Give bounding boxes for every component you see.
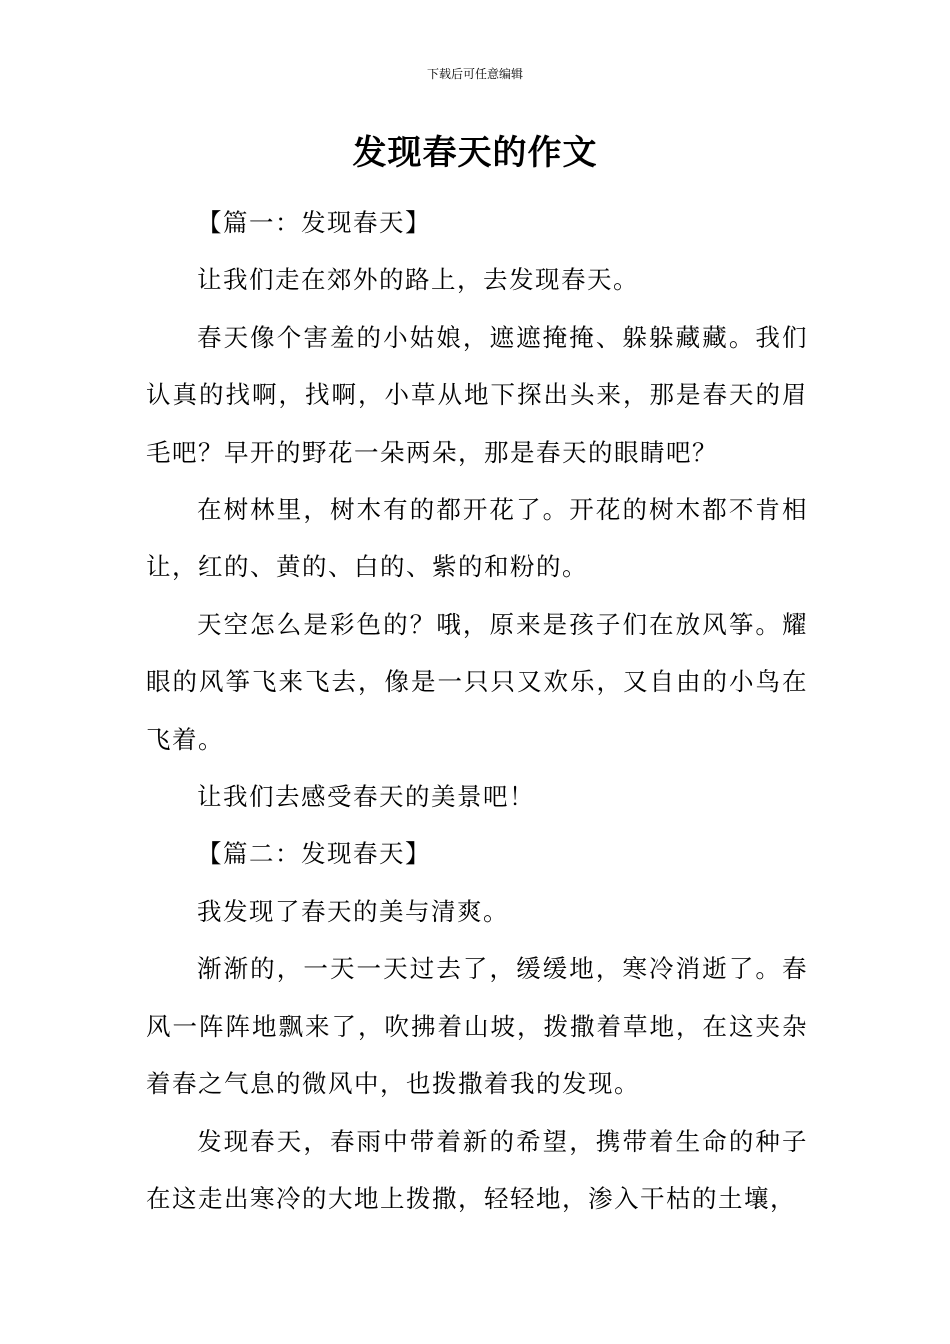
section-heading: 【篇二：发现春天】 [197,839,431,869]
paragraph: 让我们去感受春天的美景吧！ [197,782,535,812]
paragraph: 发现春天，春雨中带着新的希望，携带着生命的种子在这走出寒冷的大地上拨撒，轻轻地，渗入干枯的土壤， [146,1126,808,1213]
section-heading: 【篇一：发现春天】 [197,208,431,237]
paragraph: 让我们走在郊外的路上，去发现春天。 [197,265,639,295]
document-body [146,194,808,1227]
document-title: 发现春天的作文 [352,133,598,173]
paragraph: 春天像个害羞的小姑娘，遮遮掩掩、躲躲藏藏。我们认真的找啊，找啊，小草从地下探出头来，那是春天的眉毛吧？早开的野花一朵两朵，那是春天的眼睛吧？ [146,322,808,467]
paragraph: 我发现了春天的美与清爽。 [197,896,509,926]
header-note: 下载后可任意编辑 [426,67,523,81]
paragraph: 渐渐的，一天一天过去了，缓缓地，寒冷消逝了。春风一阵阵地飘来了，吹拂着山坡，拨撒着草地，在这夹杂着春之气息的微风中，也拨撒着我的发现。 [146,954,808,1099]
paragraph: 天空怎么是彩色的？哦，原来是孩子们在放风筝。耀眼的风筝飞来飞去，像是一只只又欢乐，又自由的小鸟在飞着。 [146,609,808,754]
paragraph: 在树林里，树木有的都开花了。开花的树木都不肯相让，红的、黄的、白的、紫的和粉的。 [146,495,808,582]
